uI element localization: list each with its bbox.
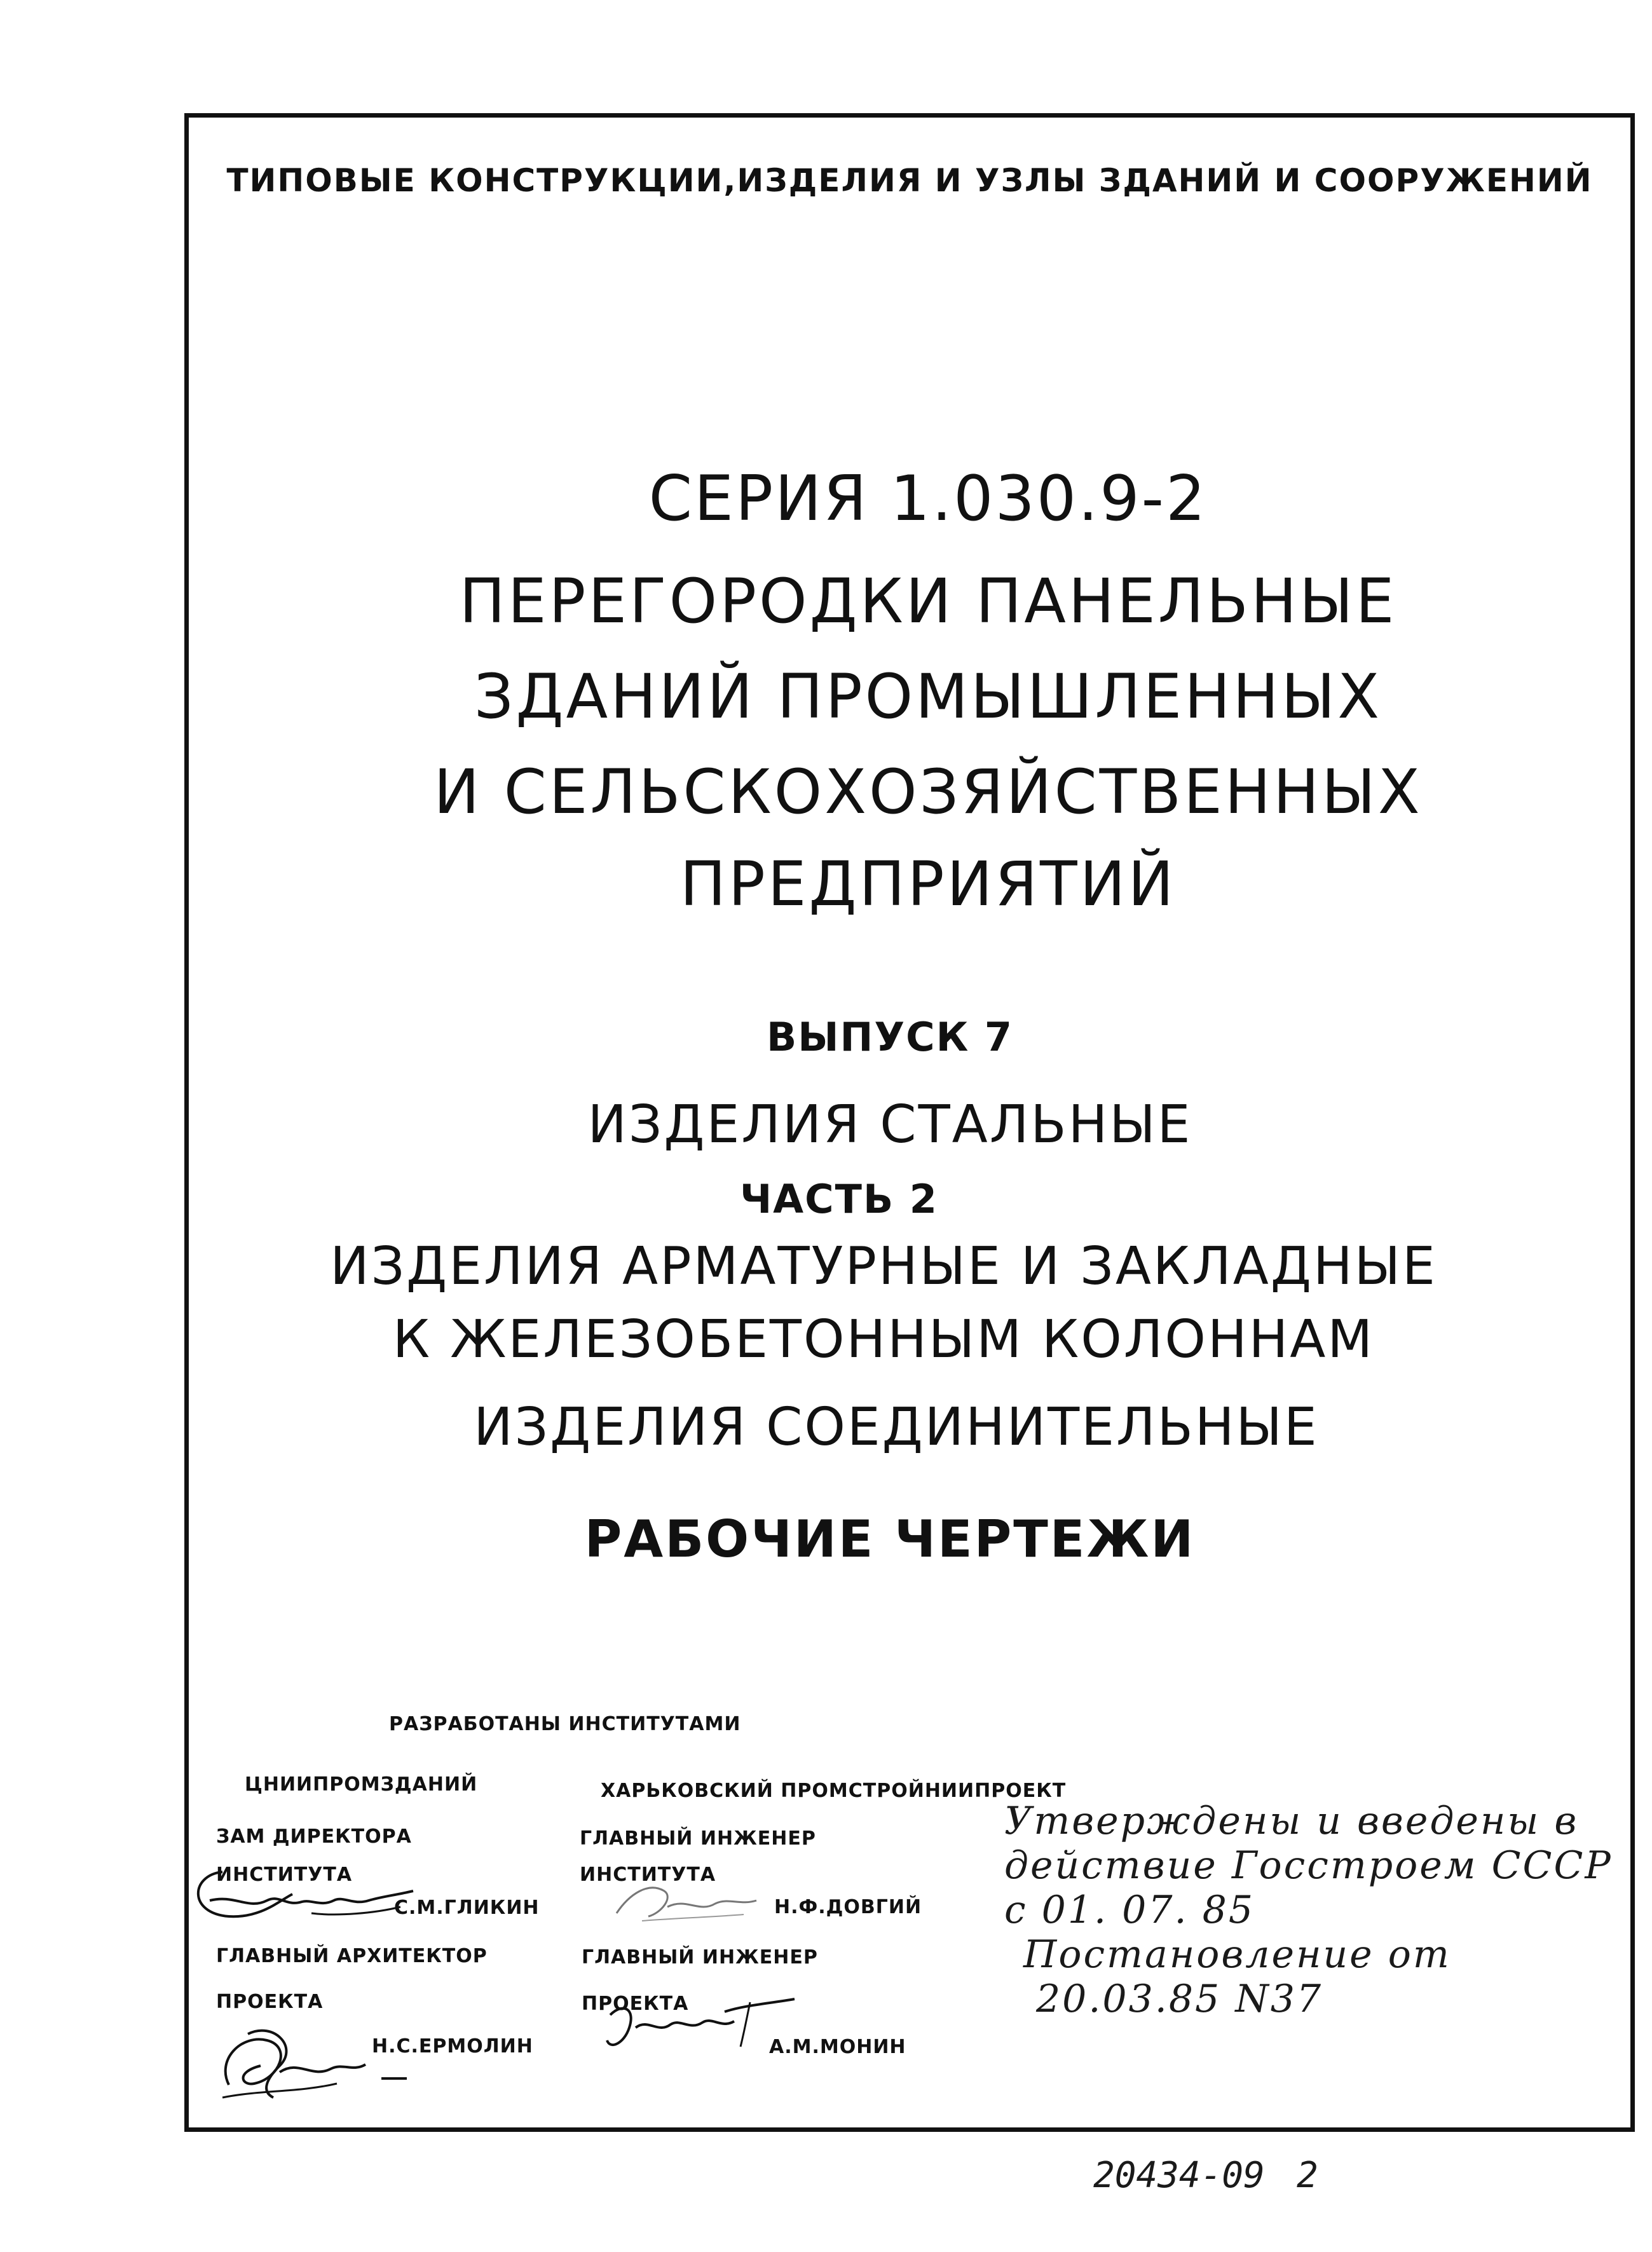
approval-line-2: действие Госстроем СССР — [1004, 1843, 1613, 1888]
page-number: 2 — [1297, 2155, 1318, 2196]
approval-line-3: с 01. 07. 85 — [1004, 1888, 1255, 1932]
issue-title: ИЗДЕЛИЯ СТАЛЬНЫЕ — [587, 1095, 1192, 1155]
title-line-4: ПРЕДПРИЯТИЙ — [679, 849, 1177, 920]
gliklin-signature-icon — [184, 1856, 426, 1932]
left-institute: ЦНИИПРОМЗДАНИЙ — [245, 1773, 478, 1796]
part-title-line-3: ИЗДЕЛИЯ СОЕДИНИТЕЛЬНЫЕ — [474, 1397, 1319, 1457]
title-line-3: И СЕЛЬСКОХОЗЯЙСТВЕННЫХ — [433, 756, 1423, 828]
part-title-line-1: ИЗДЕЛИЯ АРМАТУРНЫЕ И ЗАКЛАДНЫЕ — [330, 1236, 1437, 1297]
left-role1-name: С.М.ГЛИКИН — [394, 1897, 540, 1919]
left-role2-line1: ГЛАВНЫЙ АРХИТЕКТОР — [216, 1945, 488, 1967]
approval-line-1: Утверждены и введены в — [1004, 1799, 1579, 1843]
right-institute: ХАРЬКОВСКИЙ ПРОМСТРОЙНИИПРОЕКТ — [601, 1780, 1067, 1802]
ermolin-signature-icon — [203, 2009, 432, 2110]
collection-title: ТИПОВЫЕ КОНСТРУКЦИИ,ИЗДЕЛИЯ И УЗЛЫ ЗДАНИЙ И СООРУЖЕНИЙ — [226, 162, 1593, 199]
approval-line-5: 20.03.85 N37 — [1036, 1977, 1323, 2021]
document-code: 20434-09 — [1093, 2155, 1265, 2196]
left-role1-line1: ЗАМ ДИРЕКТОРА — [216, 1825, 412, 1848]
dovgiy-signature-icon — [604, 1869, 769, 1926]
monin-signature-icon — [597, 1989, 814, 2059]
right-role1-name: Н.Ф.ДОВГИЙ — [774, 1896, 922, 1918]
left-role1-line2: ИНСТИТУТА — [216, 1864, 353, 1886]
left-role2-name: Н.С.ЕРМОЛИН — [372, 2035, 533, 2058]
left-role2-line2: ПРОЕКТА — [216, 1991, 324, 2013]
part-title-line-2: К ЖЕЛЕЗОБЕТОННЫМ КОЛОННАМ — [392, 1309, 1375, 1370]
drawing-type: РАБОЧИЕ ЧЕРТЕЖИ — [584, 1510, 1196, 1569]
issue-number: ВЫПУСК 7 — [766, 1014, 1014, 1060]
developers-heading: РАЗРАБОТАНЫ ИНСТИТУТАМИ — [389, 1713, 741, 1735]
approval-line-4: Постановление от — [1023, 1932, 1451, 1977]
title-line-2: ЗДАНИЙ ПРОМЫШЛЕННЫХ — [474, 661, 1382, 732]
right-role2-line1: ГЛАВНЫЙ ИНЖЕНЕР — [582, 1946, 818, 1969]
part-number: ЧАСТЬ 2 — [740, 1176, 938, 1222]
title-line-1: ПЕРЕГОРОДКИ ПАНЕЛЬНЫЕ — [459, 566, 1397, 637]
right-role2-name: А.М.МОНИН — [769, 2036, 906, 2058]
right-role1-line1: ГЛАВНЫЙ ИНЖЕНЕР — [580, 1827, 816, 1850]
right-role1-line2: ИНСТИТУТА — [580, 1864, 716, 1886]
right-role2-line2: ПРОЕКТА — [582, 1993, 689, 2015]
series-number: СЕРИЯ 1.030.9-2 — [648, 463, 1208, 535]
